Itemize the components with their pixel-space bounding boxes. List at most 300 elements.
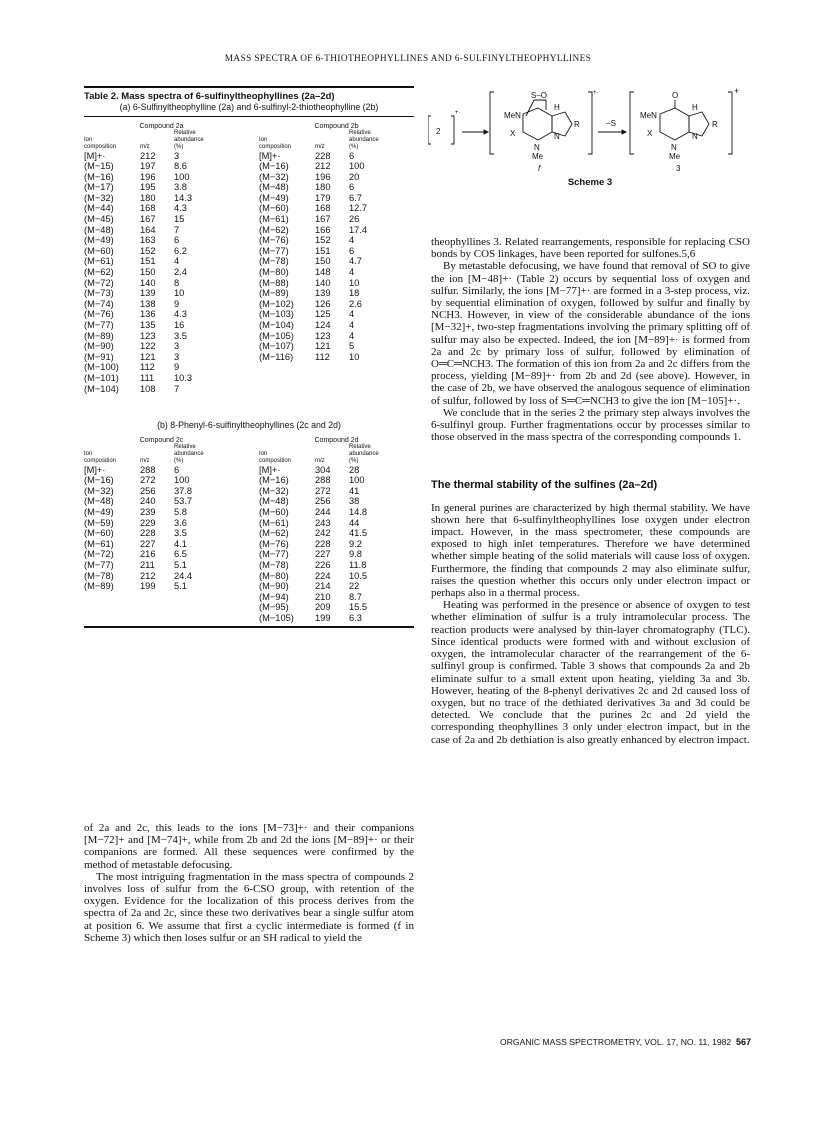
relative-abundance: 14.3 xyxy=(174,192,193,203)
table-row xyxy=(84,560,239,571)
mz-value: 288 xyxy=(315,475,331,486)
ion-composition: (M−77) xyxy=(259,549,289,560)
mz-value: 168 xyxy=(140,203,156,214)
svg-text:+: + xyxy=(734,86,740,96)
ion-composition: (M−60) xyxy=(259,507,289,518)
table-row xyxy=(84,581,239,592)
table-row xyxy=(259,518,414,529)
relative-abundance: 6 xyxy=(349,245,355,256)
relative-abundance: 12.7 xyxy=(349,203,368,214)
table-row xyxy=(259,278,414,289)
relative-abundance: 14.8 xyxy=(349,507,368,518)
table-row xyxy=(84,182,239,193)
mz-value: 216 xyxy=(140,549,156,560)
table-row xyxy=(259,602,414,613)
mz-value: 121 xyxy=(315,341,331,352)
relative-abundance: 22 xyxy=(349,581,360,592)
ion-composition: (M−62) xyxy=(259,528,289,539)
relative-abundance: 6 xyxy=(349,182,355,193)
relative-abundance: 4 xyxy=(174,256,180,267)
ion-composition: (M−104) xyxy=(84,383,119,394)
mz-value: 199 xyxy=(315,612,331,623)
svg-text:N: N xyxy=(671,143,677,152)
ion-composition: (M−48) xyxy=(259,496,289,507)
ion-composition: (M−60) xyxy=(84,245,114,256)
ion-composition: (M−32) xyxy=(259,171,289,182)
ion-composition: (M−90) xyxy=(84,341,114,352)
table-row xyxy=(84,341,239,352)
relative-abundance: 3 xyxy=(174,341,180,352)
scheme-3 xyxy=(428,86,753,190)
table-row xyxy=(84,331,239,342)
mz-value: 256 xyxy=(140,485,156,496)
mz-value: 226 xyxy=(315,560,331,570)
svg-text:N: N xyxy=(692,132,698,141)
table-row xyxy=(84,528,239,539)
relative-abundance: 4.1 xyxy=(174,538,187,549)
mz-value: 210 xyxy=(315,591,331,602)
mz-value: 124 xyxy=(315,320,331,330)
ion-composition: (M−91) xyxy=(84,351,114,362)
ion-composition: (M−78) xyxy=(259,256,289,267)
table-row xyxy=(259,309,414,320)
relative-abundance: 10 xyxy=(174,288,185,299)
table-subtitle-b: (b) 8-Phenyl-6-sulfinyltheophyllines (2c and 2d) xyxy=(157,420,341,431)
mz-value: 256 xyxy=(315,496,331,507)
table-row xyxy=(84,151,239,162)
table-row xyxy=(84,320,239,331)
section-heading: The thermal stability of the sulfines (2a–2d) xyxy=(431,479,658,492)
table-2 xyxy=(84,86,414,628)
table-row xyxy=(259,320,414,331)
ion-composition: (M−61) xyxy=(84,256,114,267)
table-row xyxy=(84,571,239,582)
right-paragraph-2: By metastable defocusing, we have found that removal of SO to give the ion [M−48]+· (Table 2) occurs by sequential loss of oxygen and sulfur. Similarly, the ions [M−77]+· are formed in a 3-step process, viz. by sequential elimination of oxygen, followed by sulfur and finally by NCH3. However, in view of the considerable abundance of the ions [M−32]+, two-step fragmentations involving the primary splitting off of sulfur may also be expected. Indeed, the ion [M−89]+· is formed from 2a and 2c by primary loss of sulfur, followed by elimination of O═C═NCH3. The formation of this ion from 2a and 2c differs from the process, yielding [M−89]+· from 2b and 2d (see above). However, in the case of 2b, we have observed the analogous sequence of elimination of sulfur, followed by loss of S═C═NCH3 to give the ion [M−105]+·. xyxy=(431,260,750,407)
table-row xyxy=(259,592,414,603)
table-row xyxy=(84,172,239,183)
mz-value: 148 xyxy=(315,267,331,278)
page-footer xyxy=(431,1037,751,1047)
scheme-caption: Scheme 3 xyxy=(567,177,613,188)
compound-2b-label: Compound 2b xyxy=(314,122,359,130)
charge-1: +· xyxy=(455,110,461,116)
table-row xyxy=(259,193,414,204)
relative-abundance: 4.7 xyxy=(349,256,362,267)
ion-composition: (M−76) xyxy=(259,235,289,246)
ion-composition: (M−74) xyxy=(84,298,114,309)
ion-composition: [M]+· xyxy=(259,150,281,161)
compound-2c-label: Compound 2c xyxy=(139,436,184,444)
table-row xyxy=(259,475,414,486)
mz-value: 152 xyxy=(140,245,156,256)
table-row xyxy=(259,528,414,539)
relative-abundance: 28 xyxy=(349,464,360,475)
svg-text:MeN: MeN xyxy=(640,111,657,120)
arrow-label: −S xyxy=(606,119,617,128)
mz-value: 163 xyxy=(140,235,156,246)
relative-abundance: 3 xyxy=(174,150,180,161)
ion-composition: (M−17) xyxy=(84,182,114,193)
svg-text:R: R xyxy=(574,120,580,129)
ion-composition: (M−105) xyxy=(259,612,294,623)
svg-text:Me: Me xyxy=(669,152,681,161)
mz-value: 272 xyxy=(315,485,331,496)
table-subtitle-a: (a) 6-Sulfinyltheophylline (2a) and 6-sulfinyl-2-thiotheophylline (2b) xyxy=(119,102,379,112)
ion-composition: (M−59) xyxy=(84,517,114,528)
relative-abundance: 9 xyxy=(174,298,180,309)
svg-text:S–O: S–O xyxy=(531,91,548,100)
svg-text:O: O xyxy=(672,91,679,100)
relative-abundance: 41 xyxy=(349,485,360,496)
mz-value: 122 xyxy=(140,341,156,352)
relative-abundance: 15 xyxy=(174,214,185,225)
mz-value: 150 xyxy=(140,267,156,278)
ion-composition: (M−89) xyxy=(84,581,114,592)
mz-value: 111 xyxy=(140,372,155,383)
mz-value: 212 xyxy=(315,161,331,172)
mz-value: 195 xyxy=(140,182,156,193)
svg-text:MeN: MeN xyxy=(504,111,521,120)
ion-composition: (M−78) xyxy=(259,560,289,570)
table-row xyxy=(259,539,414,550)
mz-value: 228 xyxy=(315,538,331,549)
left-paragraph-2: The most intriguing fragmentation in the mass spectra of compounds 2 involves loss of sulfur from the 6-CSO group, with retention of the oxygen. Evidence for the localization of this process derives from the spectra of 2a and 2c, since these two derivatives bear a single sulfur atom at position 6. We assume that first a cyclic intermediate is formed (f in Scheme 3) which then loses sulfur or an SH radical to yield the xyxy=(84,870,414,944)
relative-abundance: 5.1 xyxy=(174,560,187,570)
table-row xyxy=(84,486,239,497)
table-row xyxy=(259,246,414,257)
relative-abundance: 100 xyxy=(174,171,190,182)
ion-composition: (M−62) xyxy=(259,224,289,235)
ion-composition: (M−61) xyxy=(259,214,289,225)
table-row xyxy=(84,235,239,246)
mz-value: 140 xyxy=(315,277,331,288)
relative-abundance: 4 xyxy=(349,235,355,246)
table-row xyxy=(84,518,239,529)
table-row xyxy=(259,182,414,193)
mz-value: 123 xyxy=(315,330,331,341)
ion-composition: (M−105) xyxy=(259,330,294,341)
mz-value: 179 xyxy=(315,192,331,203)
ion-composition: (M−49) xyxy=(259,192,289,203)
mz-value: 227 xyxy=(315,549,331,560)
table-2b: Ion composition m/z Relative abundance (%) [M]+· 228 6 (M−16) 212 100 (M−32) 196 20 (M−48) 180 6 (M−49) 179 6.7 (M−60) 168 12.7 (M−61) 167 26 (M−62) 166 17.4 (M−76) 152 4 (M−77) 151 6 (M−78) 150 4.7 (M−80) 148 4 (M−88) 140 10 (M−89) 139 18 (M−102) 126 2.6 (M−103) 125 4 (M−104) 124 4 (M−105) 123 4 (M−107) 121 5 (M−116) 112 10 xyxy=(259,130,414,363)
relative-abundance: 8 xyxy=(174,277,180,288)
table-row xyxy=(84,465,239,476)
ion-composition: (M−107) xyxy=(259,341,294,352)
mz-value: 167 xyxy=(315,214,331,225)
relative-abundance: 10.5 xyxy=(349,570,368,581)
ion-composition: (M−61) xyxy=(84,538,114,549)
relative-abundance: 4 xyxy=(349,267,355,278)
ion-composition: (M−15) xyxy=(84,161,114,172)
ion-composition: (M−16) xyxy=(259,161,289,172)
relative-abundance: 10.3 xyxy=(174,372,193,383)
ion-composition: (M−103) xyxy=(259,309,294,320)
relative-abundance: 8.7 xyxy=(349,591,362,602)
relative-abundance: 17.4 xyxy=(349,224,368,235)
mz-value: 108 xyxy=(140,383,156,394)
table-title: Table 2. Mass spectra of 6-sulfinyltheophyllines (2a–2d) xyxy=(84,91,335,102)
table-row xyxy=(84,288,239,299)
journal-citation: ORGANIC MASS SPECTROMETRY, VOL. 17, NO. 11, 1982 xyxy=(500,1037,732,1047)
relative-abundance: 3.6 xyxy=(174,517,187,528)
mz-value: 138 xyxy=(140,298,156,309)
ion-composition: [M]+· xyxy=(259,464,281,475)
table-2c: Ion composition m/z Relative abundance (%) [M]+· 288 6 (M−16) 272 100 (M−32) 256 37.8 (M−48) 240 53.7 (M−49) 239 5.8 (M−59) 229 3.6 (M−60) 228 3.5 (M−61) 227 4.1 (M−72) 216 6.5 (M−77) 211 5.1 (M−78) 212 24.4 (M−89) 199 5.1 xyxy=(84,444,239,592)
running-head: MASS SPECTRA OF 6-THIOTHEOPHYLLINES AND 6-SULFINYLTHEOPHYLLINES xyxy=(224,54,592,64)
mz-value: 242 xyxy=(315,528,331,539)
ion-composition: (M−49) xyxy=(84,507,114,518)
mz-value: 244 xyxy=(315,507,331,518)
table-row xyxy=(259,235,414,246)
relative-abundance: 7 xyxy=(174,383,180,394)
ion-composition: (M−89) xyxy=(84,330,114,341)
relative-abundance: 6 xyxy=(174,235,180,246)
mz-value: 180 xyxy=(140,192,156,203)
table-row xyxy=(84,278,239,289)
table-row xyxy=(84,267,239,278)
table-row xyxy=(84,256,239,267)
right-paragraph-3: We conclude that in the series 2 the primary step always involves the 6-sulfinyl group. Further fragmentations occur by processes similar to those observed in the mass spectra of the corresponding compounds 1. xyxy=(431,406,750,444)
mz-value: 228 xyxy=(315,150,331,161)
left-column-text xyxy=(84,822,414,944)
ion-composition: (M−72) xyxy=(84,549,114,560)
mz-value: 140 xyxy=(140,277,156,288)
mz-value: 211 xyxy=(140,560,155,570)
ion-composition: (M−73) xyxy=(84,288,114,299)
ion-composition: [M]+· xyxy=(84,150,106,161)
relative-abundance: 100 xyxy=(349,161,365,172)
mz-value: 152 xyxy=(315,235,331,246)
ion-composition: (M−80) xyxy=(259,267,289,278)
table-row xyxy=(84,539,239,550)
left-paragraph-1: of 2a and 2c, this leads to the ions [M−73]+· and their companions [M−72]+ and [M−74]+, while from 2b and 2d the ions [M−89]+· or their companions are formed. All these sequences were confirmed by the method of metastable defocusing. xyxy=(84,822,414,871)
ion-composition: (M−116) xyxy=(259,351,294,362)
table-row xyxy=(259,331,414,342)
mz-value: 196 xyxy=(140,171,156,182)
relative-abundance: 44 xyxy=(349,517,360,528)
mz-value: 304 xyxy=(315,464,331,475)
relative-abundance: 9.8 xyxy=(349,549,362,560)
table-row xyxy=(259,581,414,592)
relative-abundance: 6.3 xyxy=(349,612,362,623)
mz-value: 112 xyxy=(140,362,155,373)
ion-composition: (M−90) xyxy=(259,581,289,592)
page-number: 567 xyxy=(735,1037,751,1047)
relative-abundance: 26 xyxy=(349,214,360,225)
mz-value: 229 xyxy=(140,517,156,528)
relative-abundance: 16 xyxy=(174,320,185,330)
ion-composition: (M−48) xyxy=(84,224,114,235)
mz-value: 212 xyxy=(140,150,156,161)
table-row xyxy=(259,507,414,518)
svg-text:Me: Me xyxy=(532,152,544,161)
relative-abundance: 7 xyxy=(174,224,180,235)
mz-value: 151 xyxy=(140,256,156,267)
table-row xyxy=(84,507,239,518)
relative-abundance: 5.1 xyxy=(174,581,187,592)
table-row xyxy=(259,341,414,352)
table-row xyxy=(259,214,414,225)
svg-text:X: X xyxy=(510,129,516,138)
relative-abundance: 4.3 xyxy=(174,203,187,214)
ion-composition: (M−61) xyxy=(259,517,289,528)
table-row xyxy=(259,352,414,363)
bracket-number: 2 xyxy=(436,127,441,136)
mz-value: 228 xyxy=(140,528,156,539)
ion-composition: (M−32) xyxy=(259,485,289,496)
relative-abundance: 6.2 xyxy=(174,245,187,256)
table-row xyxy=(259,571,414,582)
mz-value: 214 xyxy=(315,581,331,592)
relative-abundance: 2.4 xyxy=(174,267,187,278)
table-row xyxy=(259,549,414,560)
relative-abundance: 15.5 xyxy=(349,602,368,613)
mz-value: 112 xyxy=(315,351,330,362)
table-row xyxy=(84,496,239,507)
compound-2a-label: Compound 2a xyxy=(139,122,184,130)
table-row xyxy=(84,549,239,560)
relative-abundance: 2.6 xyxy=(349,298,362,309)
ion-composition: (M−16) xyxy=(259,475,289,486)
table-row xyxy=(259,203,414,214)
relative-abundance: 3.5 xyxy=(174,330,187,341)
mz-value: 121 xyxy=(140,351,156,362)
ion-composition: (M−16) xyxy=(84,475,114,486)
mz-value: 272 xyxy=(140,475,156,486)
ion-composition: (M−102) xyxy=(259,298,294,309)
ion-composition: (M−76) xyxy=(84,309,114,320)
relative-abundance: 9 xyxy=(174,362,180,373)
mz-value: 166 xyxy=(315,224,331,235)
ion-composition: (M−62) xyxy=(84,267,114,278)
relative-abundance: 4 xyxy=(349,309,355,320)
mz-value: 123 xyxy=(140,330,156,341)
table-row xyxy=(259,172,414,183)
relative-abundance: 18 xyxy=(349,288,360,299)
mz-value: 180 xyxy=(315,182,331,193)
svg-text:+·: +· xyxy=(593,90,599,96)
table-row xyxy=(84,193,239,204)
table-row xyxy=(259,161,414,172)
mz-value: 212 xyxy=(140,570,156,581)
svg-text:H: H xyxy=(692,103,698,112)
mz-value: 288 xyxy=(140,464,156,475)
right-paragraph-1: theophyllines 3. Related rearrangements, responsible for replacing CSO bonds by COS linkages, have been reported for sulfones.5,6 xyxy=(431,236,750,261)
ion-composition: (M−78) xyxy=(84,570,114,581)
ion-composition: (M−101) xyxy=(84,372,119,383)
ion-composition: (M−77) xyxy=(84,560,114,570)
relative-abundance: 4 xyxy=(349,330,355,341)
mz-value: 139 xyxy=(140,288,156,299)
ion-composition: (M−32) xyxy=(84,485,114,496)
label-3: 3 xyxy=(676,164,681,173)
mz-value: 168 xyxy=(315,203,331,214)
ion-composition: (M−88) xyxy=(259,277,289,288)
mz-value: 135 xyxy=(140,320,156,330)
ion-composition: (M−16) xyxy=(84,171,114,182)
mz-value: 240 xyxy=(140,496,156,507)
table-row xyxy=(84,373,239,384)
relative-abundance: 10 xyxy=(349,277,360,288)
relative-abundance: 38 xyxy=(349,496,360,507)
ion-composition: (M−77) xyxy=(259,245,289,256)
table-row xyxy=(84,203,239,214)
ion-composition: (M−48) xyxy=(259,182,289,193)
table-row xyxy=(259,151,414,162)
ion-composition: (M−77) xyxy=(84,320,114,330)
table-row xyxy=(84,475,239,486)
mz-value: 199 xyxy=(140,581,156,592)
relative-abundance: 6.5 xyxy=(174,549,187,560)
table-row xyxy=(259,465,414,476)
svg-text:X: X xyxy=(647,129,653,138)
table-row xyxy=(84,161,239,172)
svg-text:N: N xyxy=(534,143,540,152)
label-f: f xyxy=(538,164,541,173)
relative-abundance: 41.5 xyxy=(349,528,368,539)
ion-composition: (M−80) xyxy=(259,570,289,581)
relative-abundance: 4 xyxy=(349,320,355,330)
relative-abundance: 3 xyxy=(174,351,180,362)
relative-abundance: 100 xyxy=(174,475,190,486)
relative-abundance: 6 xyxy=(349,150,355,161)
relative-abundance: 3.5 xyxy=(174,528,187,539)
ion-composition: (M−89) xyxy=(259,288,289,299)
right-column-text xyxy=(431,236,750,746)
mz-value: 167 xyxy=(140,214,156,225)
table-row xyxy=(259,496,414,507)
table-row xyxy=(259,288,414,299)
relative-abundance: 37.8 xyxy=(174,485,193,496)
relative-abundance: 3.8 xyxy=(174,182,187,193)
right-paragraph-4: In general purines are characterized by high thermal stability. We have shown here that 6-sulfinyltheophyllines lose oxygen under electron impact. However, in the mass spectrometer, these compounds are exposed to high inlet temperatures. Therefore we have determined whether simple heating of the solid materials will cause loss of oxygen. Furthermore, the finding that compounds 2 may also eliminate sulfur, raises the question whether this occurs only under electron impact or perhaps also in a thermal process. xyxy=(431,501,750,600)
relative-abundance: 6 xyxy=(174,464,180,475)
ion-composition: (M−60) xyxy=(84,528,114,539)
table-row xyxy=(259,256,414,267)
ion-composition: (M−32) xyxy=(84,192,114,203)
table-row xyxy=(259,486,414,497)
table-row xyxy=(84,352,239,363)
mz-value: 243 xyxy=(315,517,331,528)
mz-value: 239 xyxy=(140,507,156,518)
mz-value: 125 xyxy=(315,309,331,320)
relative-abundance: 4.3 xyxy=(174,309,187,320)
table-2a: Ion composition m/z Relative abundance (%) [M]+· 212 3 (M−15) 197 8.6 (M−16) 196 100 (M−17) 195 3.8 (M−32) 180 14.3 (M−44) 168 4.3 (M−45) 167 15 (M−48) 164 7 (M−49) 163 6 (M−60) 152 6.2 (M−61) 151 4 (M−62) 150 2.4 (M−72) 140 8 (M−73) 139 10 (M−74) 138 9 (M−76) 136 4.3 (M−77) 135 16 (M−89) 123 3.5 (M−90) 122 3 (M−91) 121 3 (M−100) 112 9 (M−101) 111 10.3 (M−104) 108 7 xyxy=(84,130,239,395)
table-row xyxy=(259,299,414,310)
mz-value: 197 xyxy=(140,161,156,172)
table-row xyxy=(84,246,239,257)
mz-value: 164 xyxy=(140,224,156,235)
ion-composition: (M−104) xyxy=(259,320,294,330)
ion-composition: (M−72) xyxy=(84,277,114,288)
relative-abundance: 10 xyxy=(349,351,360,362)
ion-composition: (M−76) xyxy=(259,538,289,549)
ion-composition: (M−94) xyxy=(259,591,289,602)
mz-value: 150 xyxy=(315,256,331,267)
mz-value: 224 xyxy=(315,570,331,581)
relative-abundance: 11.8 xyxy=(349,560,367,570)
relative-abundance: 53.7 xyxy=(174,496,193,507)
relative-abundance: 8.6 xyxy=(174,161,187,172)
ion-composition: (M−100) xyxy=(84,362,119,373)
svg-text:H: H xyxy=(554,103,560,112)
mz-value: 126 xyxy=(315,298,331,309)
mz-value: 209 xyxy=(315,602,331,613)
ion-composition: (M−60) xyxy=(259,203,289,214)
relative-abundance: 5.8 xyxy=(174,507,187,518)
table-row xyxy=(84,309,239,320)
